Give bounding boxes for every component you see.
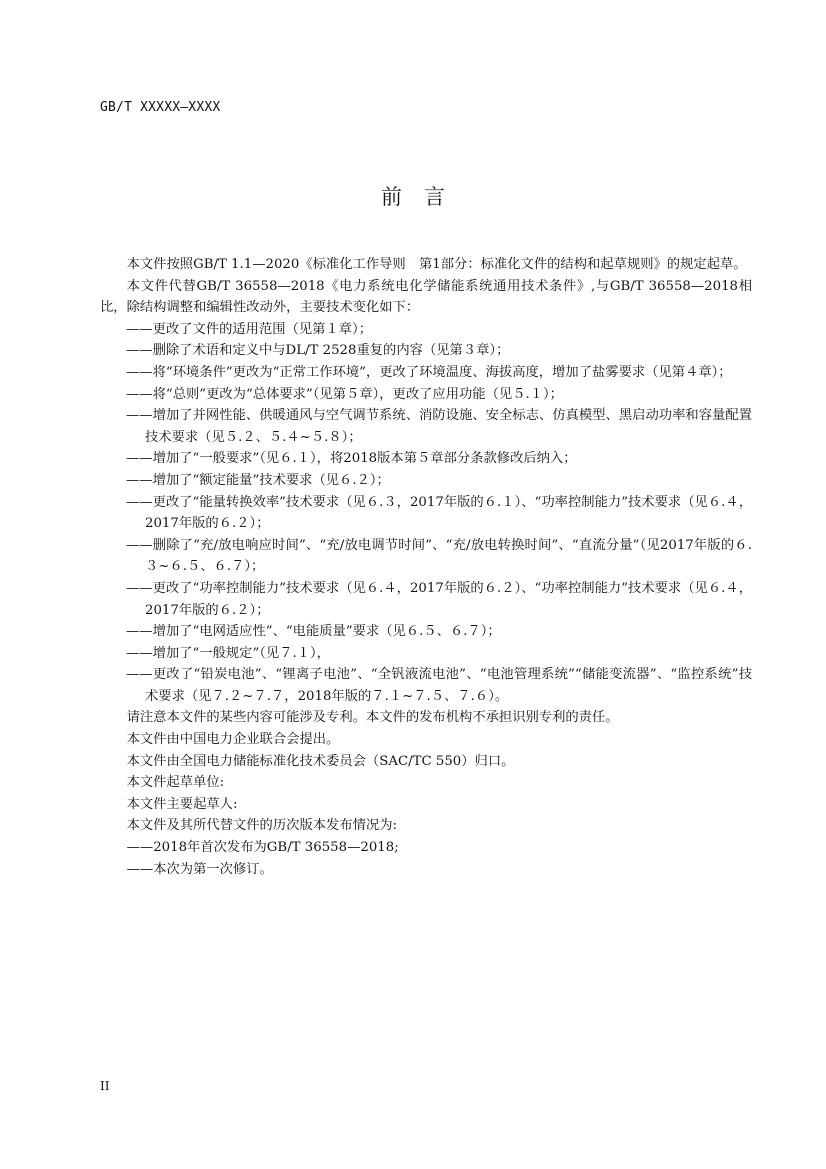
change-item: ——将“环境条件”更改为“正常工作环境”，更改了环境温度、海拔高度，增加了盐雾要求（见第４章）； — [126, 364, 732, 380]
page-number: II — [100, 1079, 110, 1093]
page-title: 前言 — [381, 185, 467, 209]
change-item: ——增加了“一般要求”（见６.１），将2018版本第５章部分条款修改后纳入； — [126, 451, 577, 467]
change-item: ——增加了“电网适应性”、“电能质量”要求（见６.５、６.７）； — [126, 624, 501, 640]
paragraph-drafting-rules: 本文件按照GB/T 1.1—2020《标准化工作导则 第1部分：标准化文件的结构和起草规则》的规定起草。 — [126, 257, 747, 272]
change-item: ——将“总则”更改为“总体要求”（见第５章），更改了应用功能（见５.１）； — [126, 386, 563, 402]
paragraph-replacement: 本文件代替GB/T 36558—2018《电力系统电化学储能系统通用技术条件》,与GB/T 36558—2018相比，除结构调整和编辑性改动外，主要技术变化如下： — [100, 278, 752, 316]
change-item: ——更改了“铅炭电池”、“锂离子电池”、“全钒液流电池”、“电池管理系统”“储能变流器”、“监控系统”技术要求（见７.２~７.７，2018年版的７.１~７.５、７.６）。 — [126, 667, 752, 704]
standard-code: GB/T XXXXX—XXXX — [100, 100, 221, 115]
change-item: ——更改了“能量转换效率”技术要求（见６.３，2017年版的６.１）、“功率控制能力”技术要求（见６.４，2017年版的６.２）； — [126, 494, 752, 532]
change-item: ——增加了并网性能、供暖通风与空气调节系统、消防设施、安全标志、仿真模型、黑启动功率和容量配置技术要求（见５.２、５.４~５.８）； — [126, 408, 752, 445]
history-item: ——2018年首次发布为GB/T 36558—2018; — [126, 840, 399, 856]
paragraph-proposer: 本文件由中国电力企业联合会提出。 — [126, 732, 340, 748]
change-item: ——增加了“一般规定”（见７.１）， — [126, 645, 330, 661]
history-item: ——本次为第一次修订。 — [126, 861, 273, 877]
change-item: ——删除了术语和定义中与DL/T 2528重复的内容（见第３章）； — [126, 343, 510, 359]
preface-body — [100, 254, 752, 880]
paragraph-history-intro: 本文件及其所代替文件的历次版本发布情况为: — [126, 818, 398, 834]
paragraph-drafters: 本文件主要起草人: — [126, 796, 238, 812]
paragraph-patent-notice: 请注意本文件的某些内容可能涉及专利。本文件的发布机构不承担识别专利的责任。 — [126, 710, 619, 726]
change-item: ——增加了“额定能量”技术要求（见６.２）； — [126, 472, 390, 488]
change-item: ——更改了“功率控制能力”技术要求（见６.４，2017年版的６.２）、“功率控制能力”技术要求（见６.４，2017年版的６.２）； — [126, 580, 752, 618]
change-item: ——删除了“充/放电响应时间”、“充/放电调节时间”、“充/放电转换时间”、“直流分量”（见2017年版的６.３~６.５、６.７）； — [126, 537, 752, 575]
change-item: ——更改了文件的适用范围（见第１章）； — [126, 321, 372, 337]
paragraph-drafting-units: 本文件起草单位: — [126, 775, 225, 791]
paragraph-committee: 本文件由全国电力储能标准化技术委员会（SAC/TC 550）归口。 — [126, 753, 515, 769]
